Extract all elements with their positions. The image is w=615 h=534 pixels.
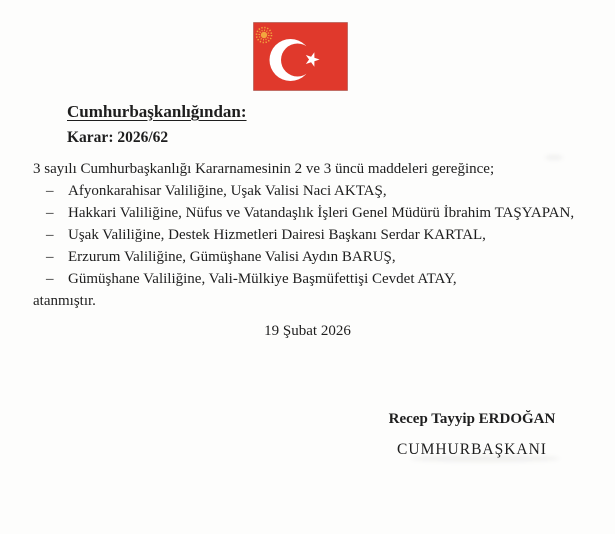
item-dash: –: [46, 205, 54, 221]
decree-intro: 3 sayılı Cumhurbaşkanlığı Kararnamesinin 2 ve 3 üncü maddeleri gereğince;: [33, 161, 495, 177]
list-item: [46, 180, 603, 202]
item-dash: –: [46, 183, 54, 199]
item-dash: –: [46, 271, 54, 287]
issuer-heading: Cumhurbaşkanlığından:: [67, 102, 247, 121]
appointment-text: Uşak Valiliğine, Destek Hizmetleri Dairesi Başkanı Serdar KARTAL,: [68, 227, 486, 243]
appointment-text: Afyonkarahisar Valiliğine, Uşak Valisi Naci AKTAŞ,: [68, 183, 387, 199]
item-dash: –: [46, 227, 54, 243]
decree-header: [67, 101, 247, 149]
turkish-presidential-flag-icon: [253, 22, 348, 91]
signatory-name: Recep Tayyip ERDOĞAN: [388, 411, 556, 427]
scan-artifact: [410, 455, 560, 462]
decree-date: 19 Şubat 2026: [264, 323, 351, 339]
appointment-text: Hakkari Valiliğine, Nüfus ve Vatandaşlık İşleri Genel Müdürü İbrahim TAŞYAPAN,: [68, 205, 575, 221]
signatory-title: CUMHURBAŞKANI: [397, 441, 547, 458]
scan-artifact: [545, 155, 563, 160]
item-dash: –: [46, 249, 54, 265]
appointment-text: Erzurum Valiliğine, Gümüşhane Valisi Aydın BARUŞ,: [68, 249, 396, 265]
list-item: [46, 246, 603, 268]
list-item: [46, 224, 603, 246]
decision-number: Karar: 2026/62: [67, 129, 169, 146]
signature-block: [352, 408, 592, 461]
appointment-text: Gümüşhane Valiliğine, Vali-Mülkiye Başmüfettişi Cevdet ATAY,: [68, 271, 457, 287]
decree-body: [33, 158, 603, 312]
list-item: [46, 202, 603, 224]
decree-closing: atanmıştır.: [33, 293, 96, 309]
list-item: [46, 268, 603, 290]
